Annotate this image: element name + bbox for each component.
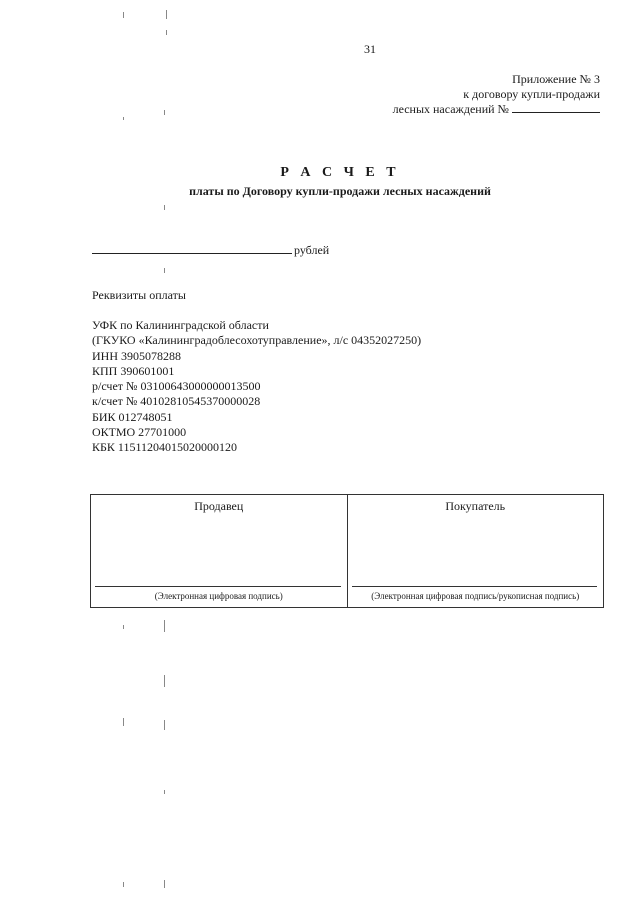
buyer-header: Покупатель: [445, 499, 506, 513]
appendix-line-3-text: лесных насаждений №: [392, 102, 509, 116]
amount-unit: рублей: [294, 243, 330, 257]
requisite-line: к/счет № 40102810545370000028: [92, 394, 261, 409]
requisite-line: КБК 11511204015020000120: [92, 440, 238, 455]
amount-blank: [92, 241, 292, 254]
requisite-line: УФК по Калининградской области: [92, 318, 269, 332]
requisites-block: [92, 318, 421, 456]
requisites-title: Реквизиты оплаты: [92, 288, 186, 302]
seller-header: Продавец: [194, 499, 244, 513]
appendix-line-2: к договору купли-продажи: [463, 87, 600, 101]
requisite-line: БИК 012748051: [92, 409, 173, 424]
document-title: Р А С Ч Е Т: [280, 165, 400, 180]
seller-signature-caption: (Электронная цифровая подпись): [154, 591, 283, 601]
appendix-line-1: Приложение № 3: [512, 72, 600, 86]
requisite-line: р/счет № 03100643000000013500: [92, 379, 261, 394]
amount-line: [92, 241, 329, 258]
seller-signature-line: [95, 586, 341, 587]
seller-cell: [91, 495, 348, 608]
buyer-cell: [347, 495, 604, 608]
buyer-signature-line: [352, 586, 598, 587]
appendix-header: [393, 72, 600, 117]
signature-table: [90, 494, 604, 608]
appendix-line-3: [393, 102, 600, 117]
requisite-line: (ГКУКО «Калининградоблесохотуправление», л/с 04352027250): [92, 333, 422, 348]
requisite-line: ОКТМО 27701000: [92, 425, 187, 440]
page-number: 31: [364, 42, 376, 56]
document-subtitle: платы по Договору купли-продажи лесных насаждений: [189, 184, 491, 198]
buyer-signature-caption: (Электронная цифровая подпись/рукописная подпись): [371, 591, 580, 601]
requisite-line: КПП 390601001: [92, 363, 175, 378]
contract-number-blank: [512, 102, 600, 113]
requisite-line: ИНН 3905078288: [92, 348, 181, 363]
